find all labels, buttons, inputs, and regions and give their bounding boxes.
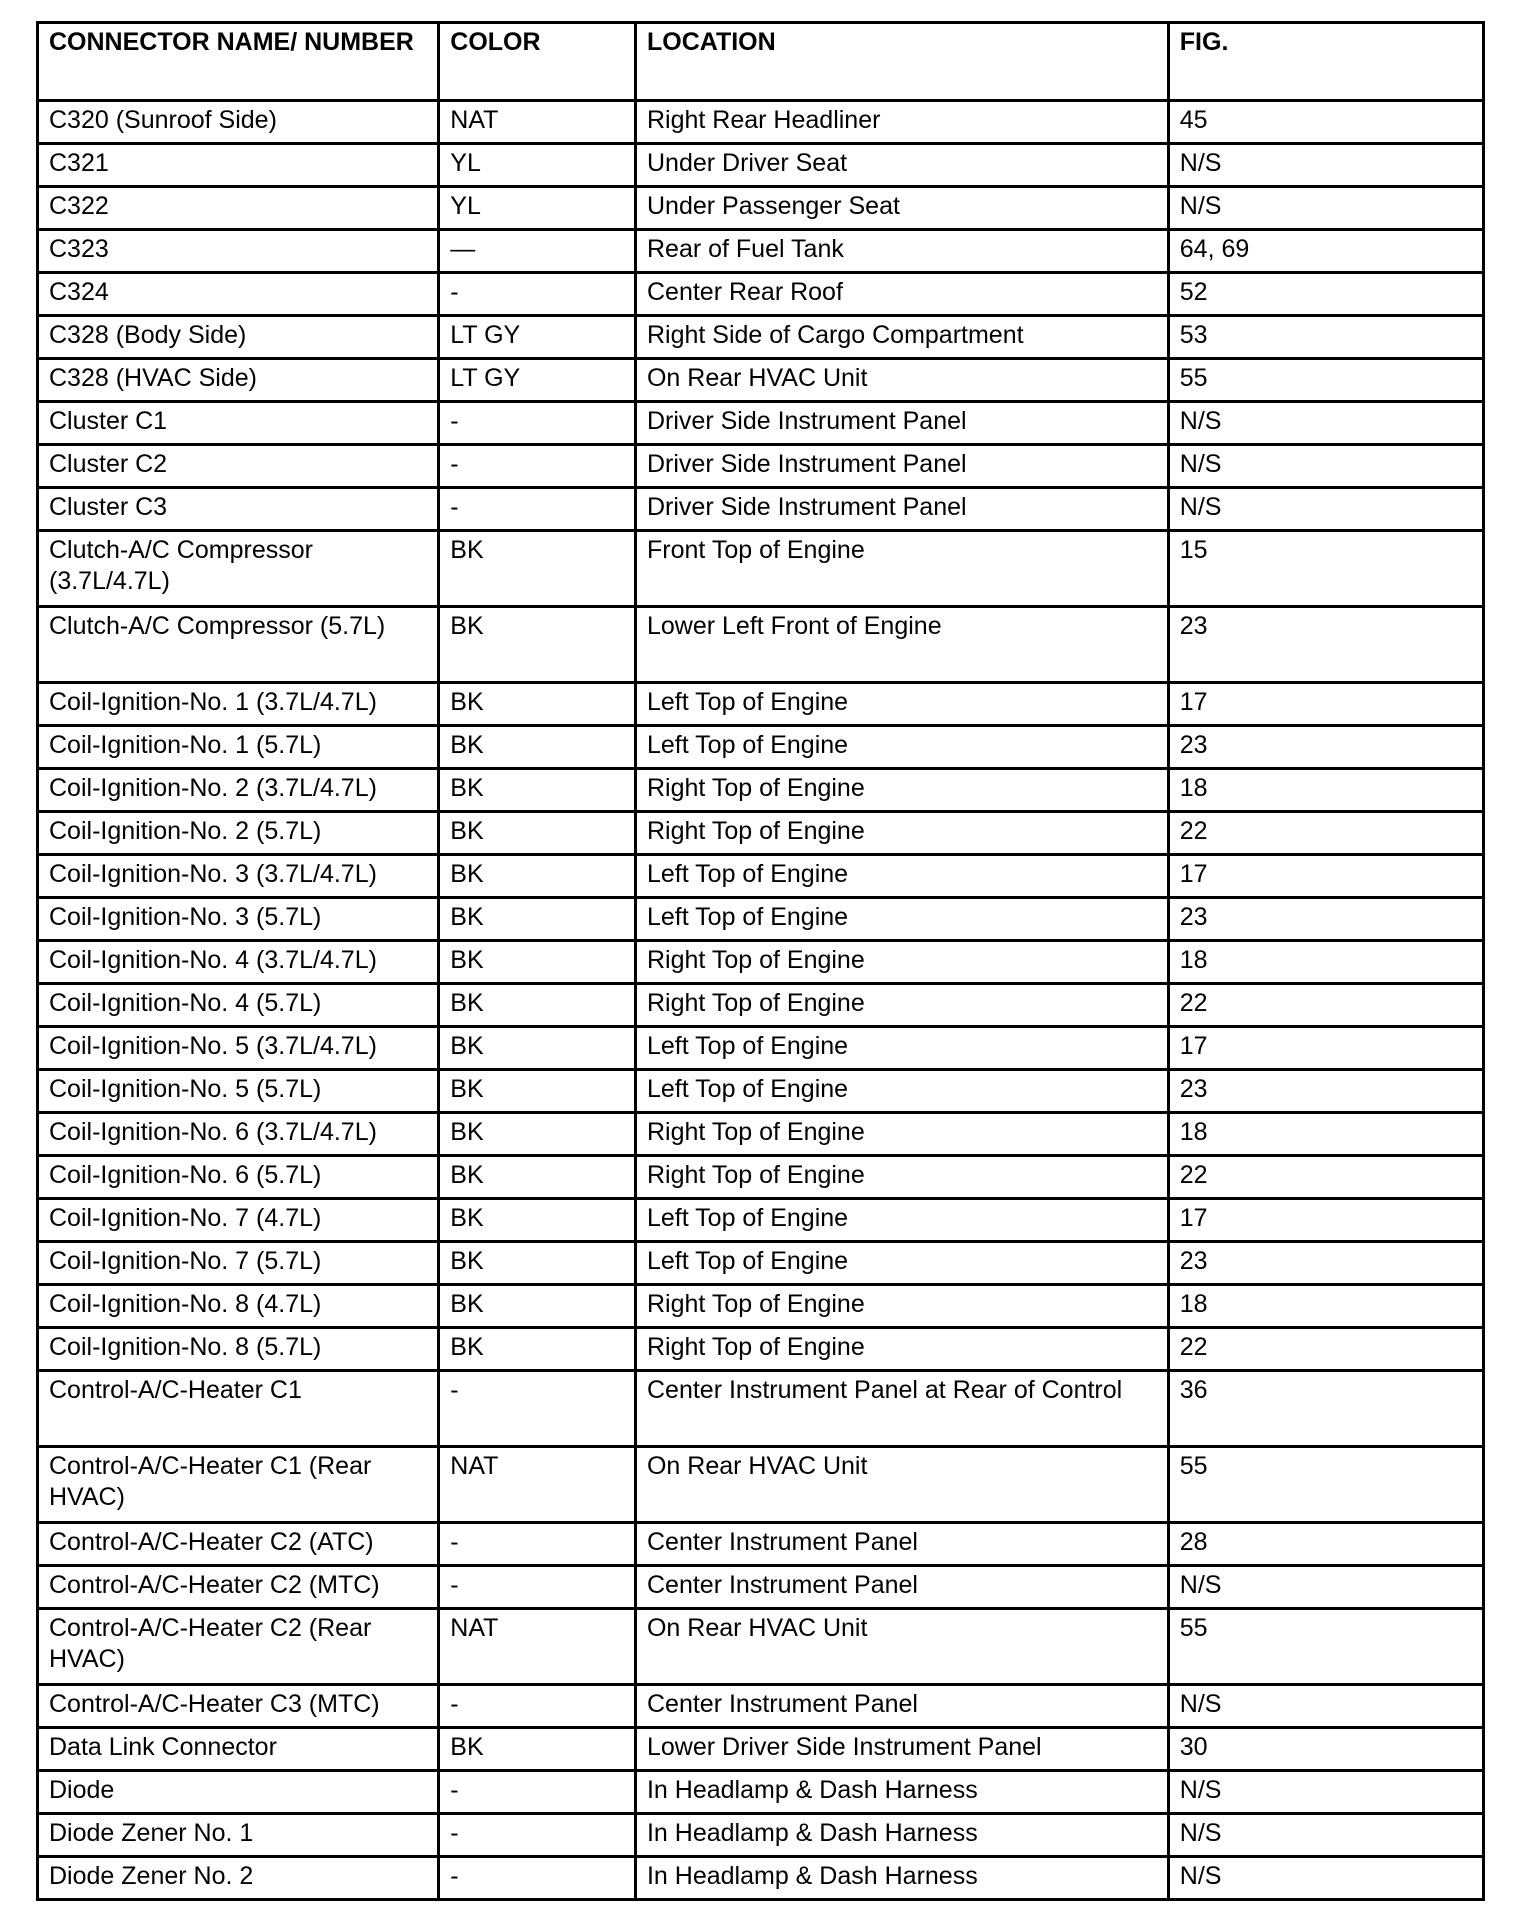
cell-color: BK <box>439 726 636 769</box>
cell-color: BK <box>439 1285 636 1328</box>
cell-connector-name: Coil-Ignition-No. 4 (3.7L/4.7L) <box>38 941 439 984</box>
cell-color: - <box>439 1371 636 1447</box>
table-row <box>38 898 1484 941</box>
cell-fig: N/S <box>1168 1771 1483 1814</box>
cell-fig: N/S <box>1168 1857 1483 1900</box>
header-row <box>38 23 1484 101</box>
cell-color: - <box>439 1685 636 1728</box>
table-row <box>38 941 1484 984</box>
table-row <box>38 273 1484 316</box>
cell-connector-name: C324 <box>38 273 439 316</box>
table-row <box>38 144 1484 187</box>
cell-color: - <box>439 1523 636 1566</box>
cell-fig: N/S <box>1168 1566 1483 1609</box>
cell-connector-name: Coil-Ignition-No. 2 (5.7L) <box>38 812 439 855</box>
cell-location: Center Rear Roof <box>635 273 1168 316</box>
table-row <box>38 1113 1484 1156</box>
table-row <box>38 1027 1484 1070</box>
cell-connector-name: Control-A/C-Heater C2 (Rear HVAC) <box>38 1609 439 1685</box>
cell-connector-name: C328 (HVAC Side) <box>38 359 439 402</box>
cell-location: Under Driver Seat <box>635 144 1168 187</box>
table-row <box>38 726 1484 769</box>
cell-connector-name: C323 <box>38 230 439 273</box>
cell-connector-name: Coil-Ignition-No. 7 (4.7L) <box>38 1199 439 1242</box>
cell-fig: 17 <box>1168 855 1483 898</box>
cell-fig: 18 <box>1168 1113 1483 1156</box>
cell-location: Left Top of Engine <box>635 1027 1168 1070</box>
cell-color: BK <box>439 1328 636 1371</box>
cell-color: YL <box>439 144 636 187</box>
cell-location: Left Top of Engine <box>635 1199 1168 1242</box>
cell-location: Right Top of Engine <box>635 769 1168 812</box>
cell-connector-name: Control-A/C-Heater C2 (ATC) <box>38 1523 439 1566</box>
cell-color: - <box>439 1814 636 1857</box>
table-row <box>38 1447 1484 1523</box>
cell-connector-name: Diode <box>38 1771 439 1814</box>
cell-connector-name: Coil-Ignition-No. 3 (5.7L) <box>38 898 439 941</box>
cell-fig: 55 <box>1168 1609 1483 1685</box>
cell-fig: 53 <box>1168 316 1483 359</box>
cell-color: BK <box>439 769 636 812</box>
cell-location: Right Rear Headliner <box>635 101 1168 144</box>
cell-color: BK <box>439 683 636 726</box>
header-location: LOCATION <box>635 23 1168 101</box>
cell-color: BK <box>439 1156 636 1199</box>
cell-location: Left Top of Engine <box>635 898 1168 941</box>
cell-connector-name: Control-A/C-Heater C1 (Rear HVAC) <box>38 1447 439 1523</box>
cell-fig: 22 <box>1168 812 1483 855</box>
table-row <box>38 1566 1484 1609</box>
cell-fig: 45 <box>1168 101 1483 144</box>
cell-location: Driver Side Instrument Panel <box>635 402 1168 445</box>
cell-color: BK <box>439 1728 636 1771</box>
cell-location: On Rear HVAC Unit <box>635 1447 1168 1523</box>
cell-connector-name: Clutch-A/C Compressor (5.7L) <box>38 607 439 683</box>
table-row <box>38 1728 1484 1771</box>
cell-fig: 18 <box>1168 769 1483 812</box>
cell-connector-name: Coil-Ignition-No. 5 (5.7L) <box>38 1070 439 1113</box>
cell-fig: 55 <box>1168 1447 1483 1523</box>
cell-location: Left Top of Engine <box>635 726 1168 769</box>
table-row <box>38 402 1484 445</box>
cell-color: LT GY <box>439 316 636 359</box>
table-row <box>38 101 1484 144</box>
table-row <box>38 769 1484 812</box>
cell-fig: 18 <box>1168 941 1483 984</box>
cell-location: Center Instrument Panel at Rear of Control <box>635 1371 1168 1447</box>
cell-fig: 64, 69 <box>1168 230 1483 273</box>
cell-connector-name: Diode Zener No. 1 <box>38 1814 439 1857</box>
cell-color: - <box>439 273 636 316</box>
cell-connector-name: Cluster C2 <box>38 445 439 488</box>
cell-connector-name: Coil-Ignition-No. 2 (3.7L/4.7L) <box>38 769 439 812</box>
table-row <box>38 230 1484 273</box>
cell-fig: 22 <box>1168 1156 1483 1199</box>
cell-color: BK <box>439 1199 636 1242</box>
cell-fig: 23 <box>1168 726 1483 769</box>
table-body <box>38 101 1484 1900</box>
cell-color: BK <box>439 984 636 1027</box>
cell-fig: 23 <box>1168 898 1483 941</box>
cell-color: BK <box>439 855 636 898</box>
table-row <box>38 1857 1484 1900</box>
cell-connector-name: Cluster C3 <box>38 488 439 531</box>
cell-color: BK <box>439 941 636 984</box>
cell-location: Left Top of Engine <box>635 1242 1168 1285</box>
cell-location: Right Top of Engine <box>635 1113 1168 1156</box>
cell-fig: 23 <box>1168 1070 1483 1113</box>
cell-location: Center Instrument Panel <box>635 1523 1168 1566</box>
cell-location: Left Top of Engine <box>635 1070 1168 1113</box>
cell-color: - <box>439 402 636 445</box>
cell-connector-name: Coil-Ignition-No. 8 (5.7L) <box>38 1328 439 1371</box>
cell-fig: N/S <box>1168 144 1483 187</box>
cell-location: Center Instrument Panel <box>635 1566 1168 1609</box>
cell-connector-name: Coil-Ignition-No. 6 (5.7L) <box>38 1156 439 1199</box>
cell-location: Right Top of Engine <box>635 1156 1168 1199</box>
cell-fig: N/S <box>1168 1814 1483 1857</box>
cell-fig: 36 <box>1168 1371 1483 1447</box>
cell-color: BK <box>439 1113 636 1156</box>
cell-fig: N/S <box>1168 187 1483 230</box>
cell-connector-name: Coil-Ignition-No. 1 (5.7L) <box>38 726 439 769</box>
table-row <box>38 1285 1484 1328</box>
cell-connector-name: C321 <box>38 144 439 187</box>
cell-color: BK <box>439 1070 636 1113</box>
cell-color: BK <box>439 1242 636 1285</box>
table-row <box>38 1156 1484 1199</box>
cell-color: - <box>439 1566 636 1609</box>
table-row <box>38 855 1484 898</box>
cell-color: BK <box>439 1027 636 1070</box>
cell-color: NAT <box>439 101 636 144</box>
cell-connector-name: Coil-Ignition-No. 8 (4.7L) <box>38 1285 439 1328</box>
cell-fig: N/S <box>1168 1685 1483 1728</box>
cell-fig: 23 <box>1168 1242 1483 1285</box>
cell-connector-name: Clutch-A/C Compressor (3.7L/4.7L) <box>38 531 439 607</box>
cell-fig: 22 <box>1168 984 1483 1027</box>
table-row <box>38 187 1484 230</box>
table-row <box>38 1771 1484 1814</box>
cell-connector-name: Coil-Ignition-No. 4 (5.7L) <box>38 984 439 1027</box>
cell-location: Lower Left Front of Engine <box>635 607 1168 683</box>
cell-location: Right Top of Engine <box>635 984 1168 1027</box>
table-row <box>38 1242 1484 1285</box>
cell-fig: N/S <box>1168 488 1483 531</box>
cell-fig: 28 <box>1168 1523 1483 1566</box>
table-row <box>38 1685 1484 1728</box>
cell-location: Under Passenger Seat <box>635 187 1168 230</box>
cell-location: In Headlamp & Dash Harness <box>635 1857 1168 1900</box>
table-row <box>38 812 1484 855</box>
header-color: COLOR <box>439 23 636 101</box>
cell-color: BK <box>439 898 636 941</box>
cell-color: - <box>439 488 636 531</box>
table-row <box>38 445 1484 488</box>
cell-connector-name: Coil-Ignition-No. 3 (3.7L/4.7L) <box>38 855 439 898</box>
cell-fig: 55 <box>1168 359 1483 402</box>
table-row <box>38 1371 1484 1447</box>
cell-location: Center Instrument Panel <box>635 1685 1168 1728</box>
cell-fig: 17 <box>1168 1027 1483 1070</box>
cell-location: Left Top of Engine <box>635 683 1168 726</box>
cell-fig: 17 <box>1168 1199 1483 1242</box>
table-row <box>38 683 1484 726</box>
cell-location: Rear of Fuel Tank <box>635 230 1168 273</box>
cell-connector-name: Coil-Ignition-No. 7 (5.7L) <box>38 1242 439 1285</box>
cell-color: - <box>439 445 636 488</box>
cell-location: On Rear HVAC Unit <box>635 1609 1168 1685</box>
cell-location: Lower Driver Side Instrument Panel <box>635 1728 1168 1771</box>
cell-connector-name: Coil-Ignition-No. 5 (3.7L/4.7L) <box>38 1027 439 1070</box>
cell-connector-name: C328 (Body Side) <box>38 316 439 359</box>
cell-connector-name: Coil-Ignition-No. 1 (3.7L/4.7L) <box>38 683 439 726</box>
cell-connector-name: C322 <box>38 187 439 230</box>
table-row <box>38 531 1484 607</box>
cell-color: BK <box>439 812 636 855</box>
cell-location: Right Side of Cargo Compartment <box>635 316 1168 359</box>
cell-fig: 18 <box>1168 1285 1483 1328</box>
cell-connector-name: Control-A/C-Heater C1 <box>38 1371 439 1447</box>
header-fig: FIG. <box>1168 23 1483 101</box>
cell-location: Right Top of Engine <box>635 1328 1168 1371</box>
cell-color: BK <box>439 531 636 607</box>
cell-location: Right Top of Engine <box>635 941 1168 984</box>
cell-color: — <box>439 230 636 273</box>
cell-connector-name: Cluster C1 <box>38 402 439 445</box>
table-row <box>38 1814 1484 1857</box>
table-row <box>38 359 1484 402</box>
cell-fig: N/S <box>1168 402 1483 445</box>
cell-fig: N/S <box>1168 445 1483 488</box>
cell-color: BK <box>439 607 636 683</box>
table-row <box>38 984 1484 1027</box>
cell-color: LT GY <box>439 359 636 402</box>
cell-color: - <box>439 1857 636 1900</box>
cell-location: On Rear HVAC Unit <box>635 359 1168 402</box>
cell-location: In Headlamp & Dash Harness <box>635 1814 1168 1857</box>
cell-fig: 15 <box>1168 531 1483 607</box>
cell-color: NAT <box>439 1609 636 1685</box>
table-row <box>38 488 1484 531</box>
cell-color: NAT <box>439 1447 636 1523</box>
cell-color: YL <box>439 187 636 230</box>
cell-connector-name: C320 (Sunroof Side) <box>38 101 439 144</box>
cell-fig: 52 <box>1168 273 1483 316</box>
cell-fig: 22 <box>1168 1328 1483 1371</box>
cell-connector-name: Diode Zener No. 2 <box>38 1857 439 1900</box>
table-row <box>38 607 1484 683</box>
table-row <box>38 316 1484 359</box>
cell-location: In Headlamp & Dash Harness <box>635 1771 1168 1814</box>
cell-fig: 30 <box>1168 1728 1483 1771</box>
cell-connector-name: Coil-Ignition-No. 6 (3.7L/4.7L) <box>38 1113 439 1156</box>
cell-location: Right Top of Engine <box>635 812 1168 855</box>
table-row <box>38 1070 1484 1113</box>
cell-location: Driver Side Instrument Panel <box>635 445 1168 488</box>
cell-location: Left Top of Engine <box>635 855 1168 898</box>
table-row <box>38 1523 1484 1566</box>
cell-connector-name: Control-A/C-Heater C2 (MTC) <box>38 1566 439 1609</box>
cell-location: Right Top of Engine <box>635 1285 1168 1328</box>
cell-location: Front Top of Engine <box>635 531 1168 607</box>
table-row <box>38 1328 1484 1371</box>
connector-location-table <box>36 21 1485 1901</box>
cell-color: - <box>439 1771 636 1814</box>
cell-connector-name: Control-A/C-Heater C3 (MTC) <box>38 1685 439 1728</box>
table-row <box>38 1199 1484 1242</box>
header-connector-name: CONNECTOR NAME/ NUMBER <box>38 23 439 101</box>
cell-location: Driver Side Instrument Panel <box>635 488 1168 531</box>
cell-fig: 23 <box>1168 607 1483 683</box>
cell-fig: 17 <box>1168 683 1483 726</box>
table-row <box>38 1609 1484 1685</box>
cell-connector-name: Data Link Connector <box>38 1728 439 1771</box>
